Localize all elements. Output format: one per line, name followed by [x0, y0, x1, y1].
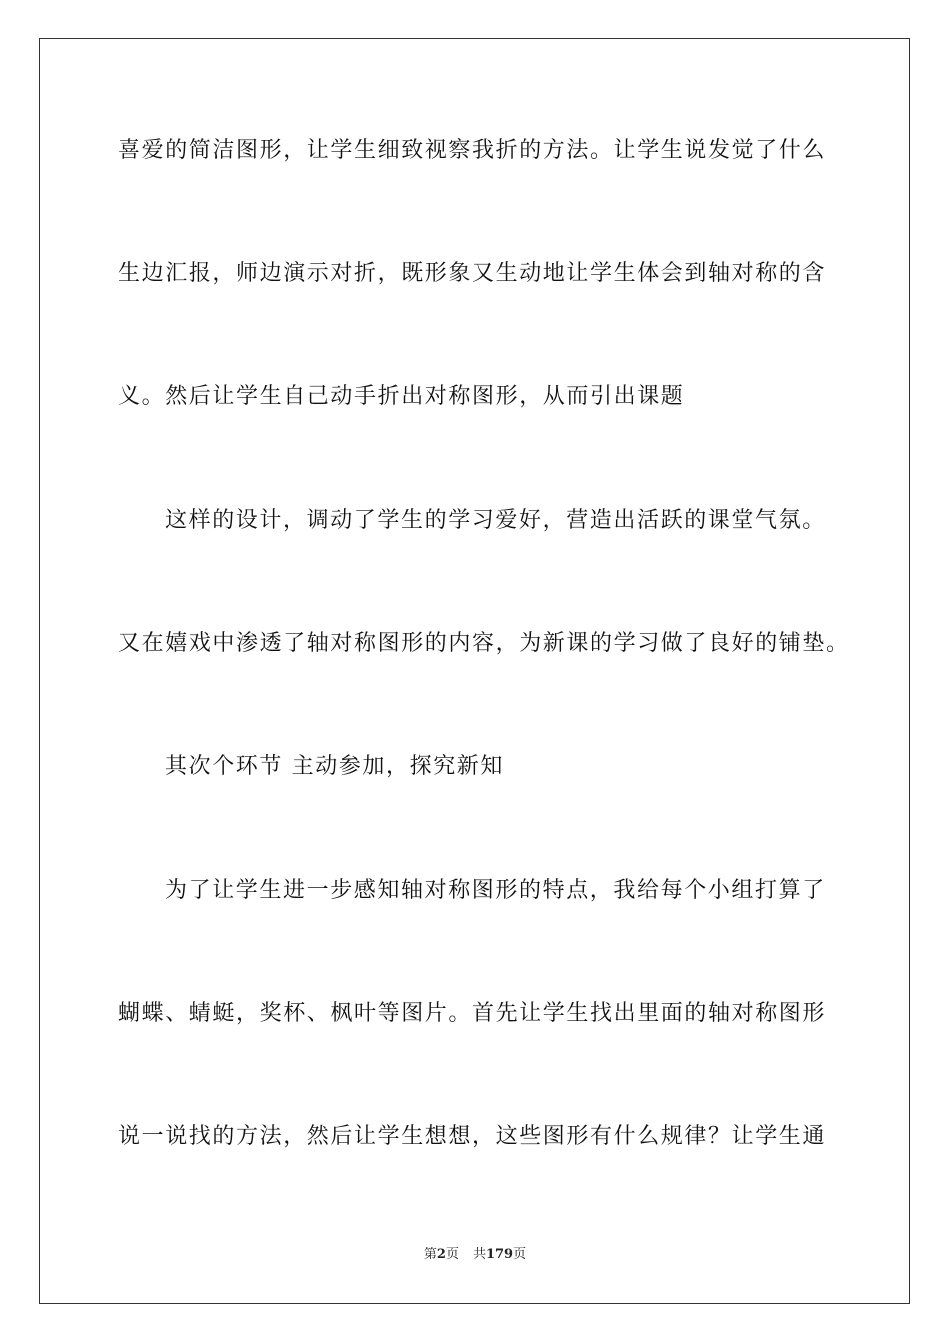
- page-border: [39, 38, 910, 1304]
- body-text-line-3: 义。然后让学生自己动手折出对称图形，从而引出课题: [118, 384, 685, 409]
- page-number: 2: [436, 1247, 446, 1262]
- total-pages: 179: [485, 1247, 514, 1262]
- page-footer: [0, 1246, 950, 1264]
- body-text-line-1: 喜爱的简洁图形，让学生细致视察我折的方法。让学生说发觉了什么: [118, 138, 827, 163]
- body-text-line-4: 这样的设计，调动了学生的学习爱好，营造出活跃的课堂气氛。: [165, 508, 826, 533]
- body-text-line-5: 又在嬉戏中渗透了轴对称图形的内容，为新课的学习做了良好的铺垫。: [118, 631, 850, 656]
- total-suffix: 页: [513, 1247, 527, 1262]
- total-prefix: 共: [472, 1247, 486, 1262]
- body-text-line-9: 说一说找的方法，然后让学生想想，这些图形有什么规律？让学生通: [118, 1124, 827, 1149]
- body-text-line-7: 为了让学生进一步感知轴对称图形的特点，我给每个小组打算了: [165, 878, 826, 903]
- section-heading: 其次个环节 主动参加，探究新知: [165, 754, 504, 779]
- page-prefix: 第: [423, 1247, 437, 1262]
- body-text-line-2: 生边汇报，师边演示对折，既形象又生动地让学生体会到轴对称的含: [118, 261, 827, 286]
- body-text-line-8: 蝴蝶、蜻蜓，奖杯、枫叶等图片。首先让学生找出里面的轴对称图形: [118, 1001, 827, 1026]
- page-suffix: 页: [445, 1247, 459, 1262]
